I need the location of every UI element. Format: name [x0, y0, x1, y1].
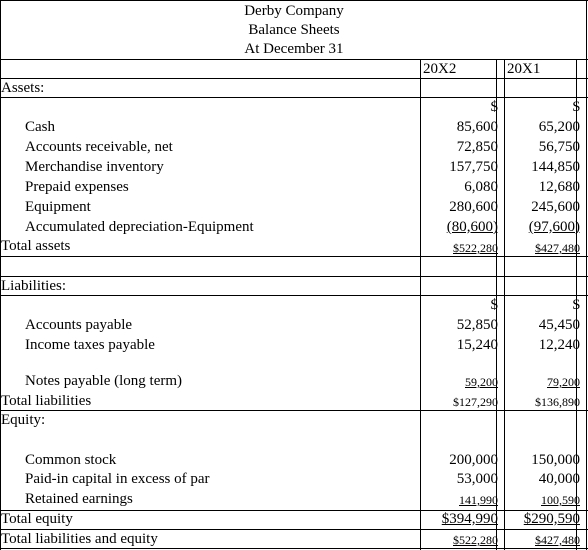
asset-value-20x1: 144,850 — [531, 159, 580, 175]
total-liabilities-equity-label: Total liabilities and equity — [1, 531, 158, 547]
equity-heading: Equity: — [1, 412, 46, 428]
liabilities-heading: Liabilities: — [1, 278, 66, 294]
asset-value-20x2: 6,080 — [464, 179, 498, 195]
liability-value-20x2: 15,240 — [456, 337, 498, 353]
liability-value-20x1: 45,450 — [538, 317, 580, 333]
total-liabilities-20x1: $136,890 — [535, 395, 580, 409]
column-header-20x2: 20X2 — [423, 61, 457, 77]
total-assets-20x1: $427,480 — [535, 241, 580, 255]
grand-total-divider — [0, 529, 588, 530]
asset-label-receivable: Accounts receivable, net — [25, 139, 173, 155]
total-liabilities-equity-20x2: $522,280 — [453, 533, 498, 547]
equity-value-20x1: 100,590 — [541, 493, 580, 507]
asset-value-20x1: 245,600 — [531, 199, 580, 215]
asset-value-20x1: 12,680 — [538, 179, 580, 195]
total-equity-label: Total equity — [1, 511, 73, 527]
asset-value-20x2: (80,600) — [446, 219, 498, 235]
assets-heading: Assets: — [1, 80, 45, 96]
border-right — [586, 0, 587, 550]
liabilities-dollar-20x1: $ — [572, 297, 580, 313]
equity-value-20x1: 150,000 — [531, 452, 580, 468]
total-assets-label: Total assets — [1, 238, 71, 254]
liability-label-income-taxes: Income taxes payable — [25, 337, 155, 353]
liabilities-dollar-20x2: $ — [490, 297, 498, 313]
border-top — [0, 0, 588, 1]
equity-value-20x2: 53,000 — [456, 471, 498, 487]
asset-value-20x2: 157,750 — [449, 159, 498, 175]
total-equity-20x1: $290,590 — [523, 511, 580, 527]
liability-value-20x1: 79,200 — [547, 375, 580, 389]
asset-label-prepaid: Prepaid expenses — [25, 179, 129, 195]
asset-label-inventory: Merchandise inventory — [25, 159, 164, 175]
asset-value-20x2: 280,600 — [449, 199, 498, 215]
statement-date: At December 31 — [244, 41, 344, 57]
asset-value-20x1: (97,600) — [528, 219, 580, 235]
total-assets-20x2: $522,280 — [453, 241, 498, 255]
total-liabilities-label: Total liabilities — [1, 393, 92, 409]
assets-total-divider — [0, 256, 588, 257]
equity-total-divider — [0, 510, 588, 511]
liability-label-accounts-payable: Accounts payable — [25, 317, 133, 333]
column-header-20x1: 20X1 — [507, 61, 541, 77]
company-name: Derby Company — [244, 3, 344, 19]
equity-value-20x2: 141,990 — [459, 493, 498, 507]
asset-label-accum-depreciation: Accumulated depreciation-Equipment — [25, 219, 254, 235]
asset-value-20x1: 65,200 — [538, 119, 580, 135]
liability-value-20x1: 12,240 — [538, 337, 580, 353]
statement-title: Balance Sheets — [248, 22, 340, 38]
column-header-divider — [0, 78, 588, 79]
asset-value-20x2: 85,600 — [456, 119, 498, 135]
liabilities-heading-divider — [0, 295, 588, 296]
equity-label-retained-earnings: Retained earnings — [25, 491, 133, 507]
asset-label-cash: Cash — [25, 119, 55, 135]
liability-value-20x2: 59,200 — [465, 375, 498, 389]
equity-value-20x2: 200,000 — [449, 452, 498, 468]
asset-value-20x1: 56,750 — [538, 139, 580, 155]
border-bottom — [0, 548, 588, 549]
asset-label-equipment: Equipment — [25, 199, 91, 215]
equity-label-common-stock: Common stock — [25, 452, 117, 468]
equity-top-divider — [0, 410, 588, 411]
total-liabilities-equity-20x1: $427,480 — [535, 533, 580, 547]
total-liabilities-20x2: $127,290 — [453, 395, 498, 409]
assets-heading-divider — [0, 97, 588, 98]
equity-value-20x1: 40,000 — [538, 471, 580, 487]
liabilities-top-divider — [0, 276, 588, 277]
liability-label-notes-payable: Notes payable (long term) — [25, 373, 183, 389]
total-equity-20x2: $394,990 — [441, 511, 498, 527]
asset-value-20x2: 72,850 — [456, 139, 498, 155]
assets-dollar-20x2: $ — [490, 99, 498, 115]
liability-value-20x2: 52,850 — [456, 317, 498, 333]
assets-dollar-20x1: $ — [572, 99, 580, 115]
header-divider — [0, 59, 588, 60]
equity-label-paid-in-capital: Paid-in capital in excess of par — [25, 471, 210, 487]
